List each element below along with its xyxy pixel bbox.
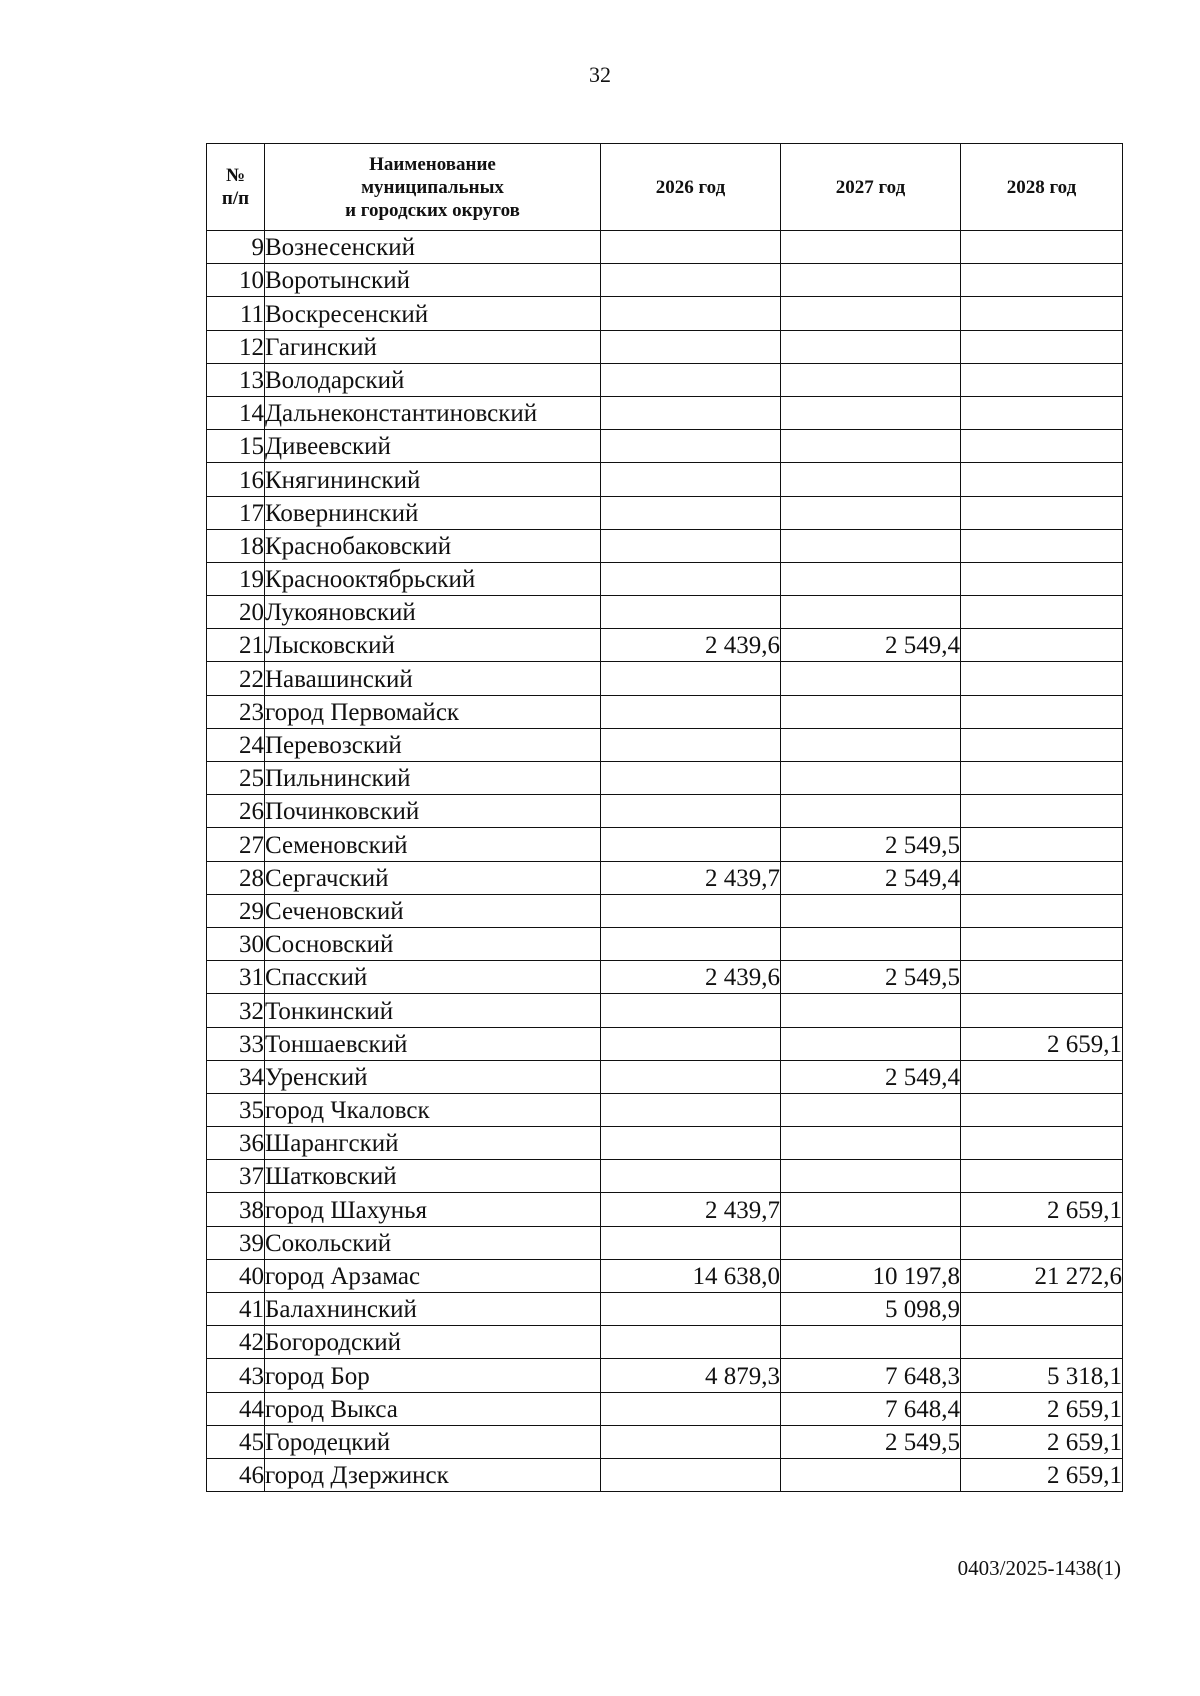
district-name: Шарангский	[265, 1127, 601, 1160]
value-2027	[781, 231, 961, 264]
value-2027	[781, 596, 961, 629]
header-number	[207, 144, 265, 231]
value-2028	[961, 1326, 1123, 1359]
table-row	[207, 662, 1123, 695]
value-2028: 2 659,1	[961, 1425, 1123, 1458]
district-name: Перевозский	[265, 728, 601, 761]
value-2026	[601, 828, 781, 861]
value-2028	[961, 430, 1123, 463]
table-row	[207, 994, 1123, 1027]
district-name: Балахнинский	[265, 1293, 601, 1326]
value-2027	[781, 562, 961, 595]
row-number: 26	[207, 795, 265, 828]
table-row	[207, 1027, 1123, 1060]
value-2026	[601, 1027, 781, 1060]
value-2026: 2 439,6	[601, 961, 781, 994]
header-number-text: № п/п	[221, 165, 250, 209]
value-2028	[961, 496, 1123, 529]
table-row	[207, 927, 1123, 960]
row-number: 41	[207, 1293, 265, 1326]
row-number: 29	[207, 894, 265, 927]
value-2028	[961, 762, 1123, 795]
district-name: Богородский	[265, 1326, 601, 1359]
value-2027	[781, 396, 961, 429]
row-number: 37	[207, 1160, 265, 1193]
value-2027	[781, 1127, 961, 1160]
value-2026	[601, 596, 781, 629]
district-name: Сергачский	[265, 861, 601, 894]
district-name: Краснобаковский	[265, 529, 601, 562]
table-row	[207, 562, 1123, 595]
header-year-2027: 2027 год	[781, 144, 961, 231]
district-name: Сокольский	[265, 1226, 601, 1259]
table-row	[207, 1259, 1123, 1292]
value-2027	[781, 1326, 961, 1359]
district-name: Спасский	[265, 961, 601, 994]
district-name: Дальнеконстантиновский	[265, 396, 601, 429]
table-row	[207, 231, 1123, 264]
value-2026	[601, 1425, 781, 1458]
value-2027	[781, 1160, 961, 1193]
table-row	[207, 297, 1123, 330]
value-2027	[781, 297, 961, 330]
row-number: 27	[207, 828, 265, 861]
value-2026	[601, 695, 781, 728]
value-2027	[781, 496, 961, 529]
row-number: 34	[207, 1060, 265, 1093]
header-year-2028: 2028 год	[961, 144, 1123, 231]
district-name: город Выкса	[265, 1392, 601, 1425]
value-2026	[601, 363, 781, 396]
value-2028	[961, 1060, 1123, 1093]
row-number: 35	[207, 1093, 265, 1126]
table-row	[207, 1425, 1123, 1458]
value-2027	[781, 662, 961, 695]
district-name: Сосновский	[265, 927, 601, 960]
value-2026	[601, 1160, 781, 1193]
value-2028	[961, 264, 1123, 297]
table-row	[207, 1226, 1123, 1259]
row-number: 15	[207, 430, 265, 463]
table-row	[207, 961, 1123, 994]
row-number: 42	[207, 1326, 265, 1359]
value-2027	[781, 330, 961, 363]
district-name: Ковернинский	[265, 496, 601, 529]
table-row	[207, 1359, 1123, 1392]
value-2026	[601, 264, 781, 297]
value-2027	[781, 529, 961, 562]
table-row	[207, 1458, 1123, 1491]
value-2028	[961, 728, 1123, 761]
value-2027	[781, 363, 961, 396]
value-2027	[781, 1226, 961, 1259]
value-2028	[961, 1093, 1123, 1126]
row-number: 30	[207, 927, 265, 960]
value-2026	[601, 795, 781, 828]
district-name: Починковский	[265, 795, 601, 828]
value-2028	[961, 1226, 1123, 1259]
value-2027	[781, 264, 961, 297]
row-number: 32	[207, 994, 265, 1027]
value-2026	[601, 1127, 781, 1160]
header-district-name	[265, 144, 601, 231]
district-name: Вознесенский	[265, 231, 601, 264]
district-name: Воскресенский	[265, 297, 601, 330]
value-2027: 2 549,5	[781, 961, 961, 994]
district-name: город Бор	[265, 1359, 601, 1392]
district-name: Воротынский	[265, 264, 601, 297]
value-2026	[601, 430, 781, 463]
table-row	[207, 430, 1123, 463]
value-2028: 2 659,1	[961, 1458, 1123, 1491]
value-2027	[781, 927, 961, 960]
district-name: Пильнинский	[265, 762, 601, 795]
value-2026	[601, 330, 781, 363]
value-2026	[601, 1326, 781, 1359]
row-number: 22	[207, 662, 265, 695]
table-row	[207, 496, 1123, 529]
value-2028	[961, 363, 1123, 396]
value-2026	[601, 1458, 781, 1491]
row-number: 14	[207, 396, 265, 429]
district-name: город Арзамас	[265, 1259, 601, 1292]
table-row	[207, 1293, 1123, 1326]
value-2028	[961, 795, 1123, 828]
value-2028	[961, 396, 1123, 429]
value-2026	[601, 1226, 781, 1259]
row-number: 19	[207, 562, 265, 595]
value-2028	[961, 562, 1123, 595]
row-number: 21	[207, 629, 265, 662]
row-number: 13	[207, 363, 265, 396]
value-2028	[961, 1293, 1123, 1326]
value-2026: 2 439,7	[601, 861, 781, 894]
table-row	[207, 1160, 1123, 1193]
value-2028	[961, 1127, 1123, 1160]
value-2027	[781, 1027, 961, 1060]
value-2027: 10 197,8	[781, 1259, 961, 1292]
value-2028	[961, 596, 1123, 629]
row-number: 20	[207, 596, 265, 629]
table-row	[207, 396, 1123, 429]
value-2028	[961, 961, 1123, 994]
table-row	[207, 264, 1123, 297]
value-2028	[961, 231, 1123, 264]
value-2027	[781, 894, 961, 927]
value-2026: 2 439,6	[601, 629, 781, 662]
row-number: 43	[207, 1359, 265, 1392]
row-number: 17	[207, 496, 265, 529]
page-number: 32	[589, 62, 611, 87]
value-2026	[601, 529, 781, 562]
value-2028	[961, 463, 1123, 496]
value-2028	[961, 828, 1123, 861]
value-2026	[601, 662, 781, 695]
value-2028	[961, 695, 1123, 728]
row-number: 18	[207, 529, 265, 562]
district-name: Гагинский	[265, 330, 601, 363]
value-2026: 4 879,3	[601, 1359, 781, 1392]
district-name: Городецкий	[265, 1425, 601, 1458]
table-header-row	[207, 144, 1123, 231]
table-row	[207, 1060, 1123, 1093]
value-2026	[601, 1060, 781, 1093]
table-row	[207, 629, 1123, 662]
value-2028	[961, 297, 1123, 330]
row-number: 40	[207, 1259, 265, 1292]
table-body	[207, 231, 1123, 1492]
header-district-name-text: Наименование муниципальных и городских округов	[345, 153, 520, 221]
value-2027	[781, 795, 961, 828]
table-row	[207, 1127, 1123, 1160]
value-2026	[601, 496, 781, 529]
table-row	[207, 1326, 1123, 1359]
row-number: 46	[207, 1458, 265, 1491]
value-2028: 2 659,1	[961, 1392, 1123, 1425]
table-row	[207, 762, 1123, 795]
table-row	[207, 1193, 1123, 1226]
value-2027: 2 549,4	[781, 1060, 961, 1093]
district-name: город Чкаловск	[265, 1093, 601, 1126]
budget-table	[206, 143, 1123, 1492]
value-2026	[601, 762, 781, 795]
district-name: Лысковский	[265, 629, 601, 662]
value-2026	[601, 1293, 781, 1326]
district-name: Навашинский	[265, 662, 601, 695]
value-2027: 2 549,4	[781, 861, 961, 894]
table-row	[207, 330, 1123, 363]
district-name: Уренский	[265, 1060, 601, 1093]
row-number: 24	[207, 728, 265, 761]
value-2027: 2 549,5	[781, 828, 961, 861]
row-number: 45	[207, 1425, 265, 1458]
value-2028: 2 659,1	[961, 1027, 1123, 1060]
value-2028	[961, 1160, 1123, 1193]
table-row	[207, 363, 1123, 396]
value-2026	[601, 396, 781, 429]
row-number: 12	[207, 330, 265, 363]
row-number: 38	[207, 1193, 265, 1226]
district-name: Краснооктябрьский	[265, 562, 601, 595]
value-2027	[781, 695, 961, 728]
value-2026: 2 439,7	[601, 1193, 781, 1226]
value-2026	[601, 728, 781, 761]
row-number: 25	[207, 762, 265, 795]
value-2027: 2 549,5	[781, 1425, 961, 1458]
row-number: 10	[207, 264, 265, 297]
value-2026	[601, 297, 781, 330]
table-row	[207, 529, 1123, 562]
district-name: Тоншаевский	[265, 1027, 601, 1060]
row-number: 16	[207, 463, 265, 496]
value-2026	[601, 562, 781, 595]
value-2027: 5 098,9	[781, 1293, 961, 1326]
value-2028	[961, 927, 1123, 960]
value-2028: 21 272,6	[961, 1259, 1123, 1292]
value-2028	[961, 994, 1123, 1027]
value-2027: 7 648,3	[781, 1359, 961, 1392]
row-number: 33	[207, 1027, 265, 1060]
value-2026	[601, 231, 781, 264]
row-number: 31	[207, 961, 265, 994]
table-row	[207, 828, 1123, 861]
value-2027	[781, 430, 961, 463]
table-row	[207, 1093, 1123, 1126]
value-2028	[961, 330, 1123, 363]
value-2027	[781, 994, 961, 1027]
header-year-2026: 2026 год	[601, 144, 781, 231]
table-row	[207, 463, 1123, 496]
value-2026: 14 638,0	[601, 1259, 781, 1292]
district-name: Семеновский	[265, 828, 601, 861]
row-number: 9	[207, 231, 265, 264]
value-2027	[781, 463, 961, 496]
value-2028	[961, 662, 1123, 695]
district-name: Шатковский	[265, 1160, 601, 1193]
district-name: город Дзержинск	[265, 1458, 601, 1491]
row-number: 23	[207, 695, 265, 728]
table-row	[207, 861, 1123, 894]
value-2027	[781, 1458, 961, 1491]
value-2028	[961, 861, 1123, 894]
row-number: 44	[207, 1392, 265, 1425]
table-row	[207, 596, 1123, 629]
district-name: Володарский	[265, 363, 601, 396]
row-number: 28	[207, 861, 265, 894]
value-2027	[781, 728, 961, 761]
value-2028	[961, 894, 1123, 927]
district-name: Тонкинский	[265, 994, 601, 1027]
district-name: город Шахунья	[265, 1193, 601, 1226]
value-2027	[781, 762, 961, 795]
table-row	[207, 695, 1123, 728]
row-number: 39	[207, 1226, 265, 1259]
value-2026	[601, 927, 781, 960]
value-2028	[961, 629, 1123, 662]
value-2028	[961, 529, 1123, 562]
value-2026	[601, 994, 781, 1027]
table-row	[207, 795, 1123, 828]
district-name: Сеченовский	[265, 894, 601, 927]
value-2027: 7 648,4	[781, 1392, 961, 1425]
value-2026	[601, 1392, 781, 1425]
value-2027: 2 549,4	[781, 629, 961, 662]
value-2027	[781, 1093, 961, 1126]
row-number: 36	[207, 1127, 265, 1160]
value-2026	[601, 463, 781, 496]
table-row	[207, 728, 1123, 761]
district-name: город Первомайск	[265, 695, 601, 728]
value-2028: 2 659,1	[961, 1193, 1123, 1226]
value-2026	[601, 894, 781, 927]
table-row	[207, 1392, 1123, 1425]
district-name: Лукояновский	[265, 596, 601, 629]
value-2028: 5 318,1	[961, 1359, 1123, 1392]
value-2026	[601, 1093, 781, 1126]
row-number: 11	[207, 297, 265, 330]
district-name: Княгининский	[265, 463, 601, 496]
table-row	[207, 894, 1123, 927]
district-name: Дивеевский	[265, 430, 601, 463]
document-code: 0403/2025-1438(1)	[957, 1556, 1121, 1580]
value-2027	[781, 1193, 961, 1226]
